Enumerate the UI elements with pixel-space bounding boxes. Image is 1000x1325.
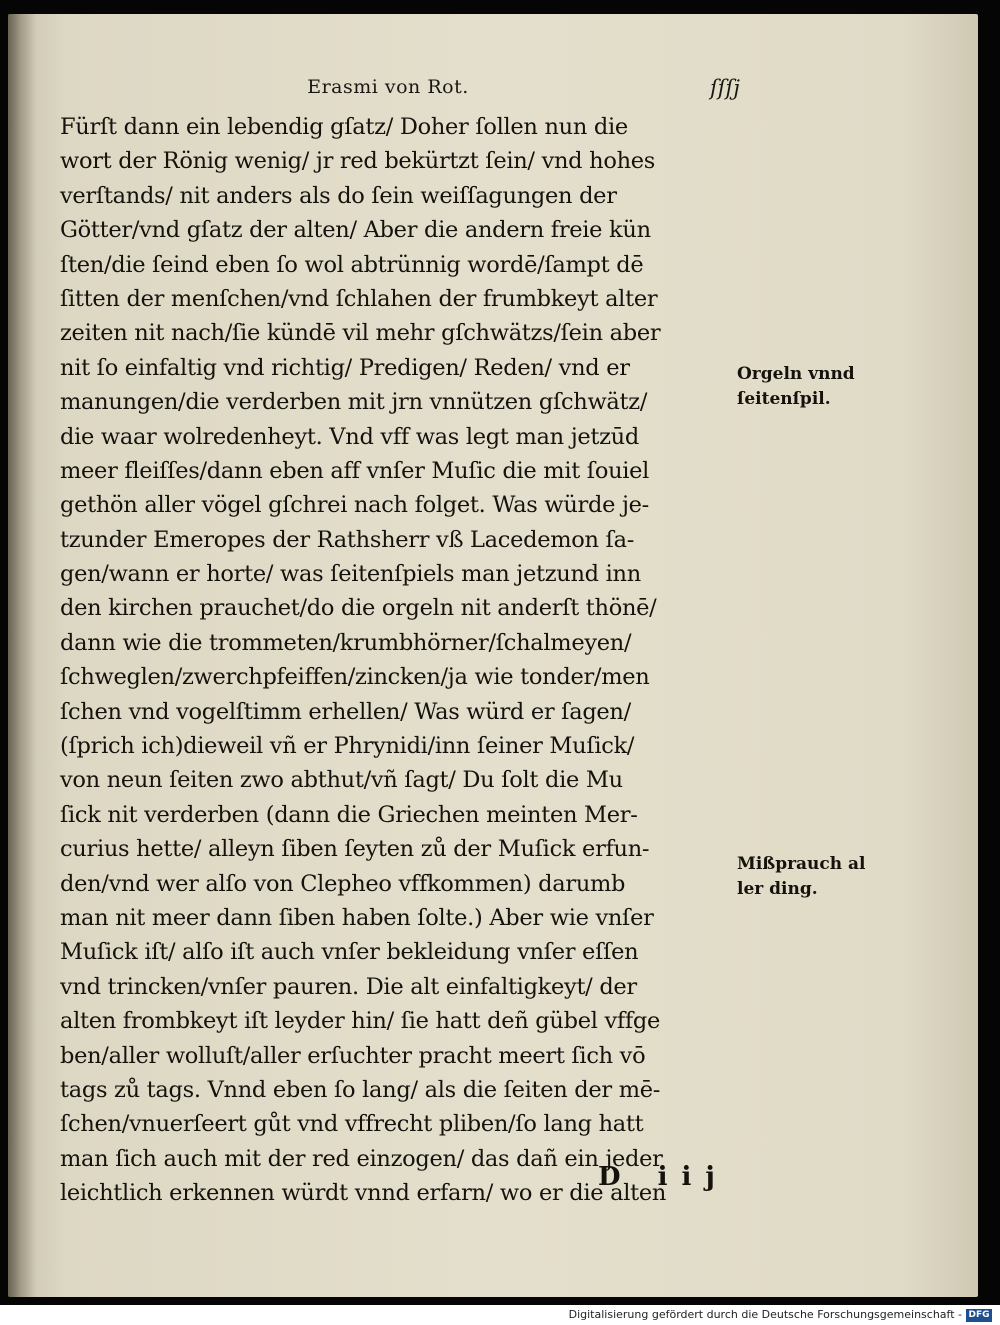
text-line: gethön aller vögel gſchrei nach folget. Was würde je- [60,492,649,519]
text-line: curius hette/ alleyn ſiben ſeyten zů der Muſick erfun- [60,836,650,863]
text-line: Muſick iſt/ alſo iſt auch vnſer bekleidung vnſer eſſen [60,939,639,966]
gutter-shadow [8,14,36,1297]
text-line: den/vnd wer alſo von Clepheo vffkommen) darumb [60,870,626,897]
text-line: wort der Rönig wenig/ jr red bekürtzt ſein/ vnd hohes [60,148,656,175]
body-text [60,110,740,1211]
text-line: zeiten nit nach/ſie kündē vil mehr gſchwätzs/ſein aber [60,320,661,347]
text-line: ſten/die ſeind eben ſo wol abtrünnig wordē/ſampt dē [60,251,644,278]
digitization-credit: Digitalisierung gefördert durch die Deutsche Forschungsgemeinschaft - [568,1308,962,1321]
text-line: ſchen vnd vogelſtimm erhellen/ Was würd er ſagen/ [60,698,631,725]
text-line: nit ſo einfaltig vnd richtig/ Predigen/ Reden/ vnd er [60,354,630,381]
text-line: meer fleiſſes/dann eben aff vnſer Muſic die mit ſouiel [60,457,650,484]
text-line: gen/wann er horte/ was ſeitenſpiels man jetzund inn [60,561,641,588]
text-line: manungen/die verderben mit jrn vnnützen gſchwätz/ [60,389,648,416]
text-line: die waar wolredenheyt. Vnd vff was legt man jetzūd [60,423,639,450]
text-line: ben/aller wolluſt/aller erſuchter pracht meert ſich vō [60,1042,646,1069]
folio-number: ſſſj [710,76,740,100]
running-head: Erasmi von Rot. [307,76,469,98]
text-line: dann wie die trommeten/krumbhörner/ſchalmeyen/ [60,629,632,656]
text-line: von neun ſeiten zwo abthut/vñ ſagt/ Du ſolt die Mu [60,767,623,794]
dfg-logo: DFG [966,1309,992,1322]
text-line: (ſprich ich)dieweil vñ er Phrynidi/inn ſeiner Muſick/ [60,733,635,760]
signature-mark: D iij [598,1162,729,1192]
text-line: ſchweglen/zwerchpfeiffen/zincken/ja wie tonder/men [60,664,650,691]
text-line: leichtlich erkennen würdt vnnd erfarn/ wo er die alten [60,1180,667,1207]
book-page [8,14,978,1297]
margin-note-misuse [737,852,866,902]
text-line: verſtands/ nit anders als do ſein weiſſagungen der [60,182,617,209]
text-line: alten frombkeyt iſt leyder hin/ ſie hatt deñ gübel vffge [60,1008,661,1035]
margin-note-line: ſeitenſpil. [737,389,831,409]
text-line: ſchen/vnuerſeert gůt vnd vffrecht pliben/ſo lang hatt [60,1111,644,1138]
text-line: den kirchen prauchet/do die orgeln nit anderſt thönē/ [60,595,657,622]
text-line: tags zů tags. Vnnd eben ſo lang/ als die ſeiten der mē- [60,1076,661,1103]
text-line: ſitten der menſchen/vnd ſchlahen der frumbkeyt alter [60,285,658,312]
text-line: Fürſt dann ein lebendig gſatz/ Doher ſollen nun die [60,114,628,140]
text-line: man ſich auch mit der red einzogen/ das dañ ein jeder [60,1145,663,1172]
margin-note-line: ler ding. [737,879,818,899]
text-line: man nit meer dann ſiben haben ſolte.) Aber wie vnſer [60,904,654,931]
margin-note-line: Mißprauch al [737,854,866,874]
text-line: tzunder Emeropes der Rathsherr vß Lacedemon ſa- [60,526,634,553]
margin-note-organs [737,362,855,412]
text-line: ſick nit verderben (dann die Griechen meinten Mer- [60,801,638,828]
text-line: Götter/vnd gſatz der alten/ Aber die andern freie kün [60,217,651,244]
text-line: vnd trincken/vnſer pauren. Die alt einfaltigkeyt/ der [60,973,637,1000]
margin-note-line: Orgeln vnnd [737,364,855,384]
